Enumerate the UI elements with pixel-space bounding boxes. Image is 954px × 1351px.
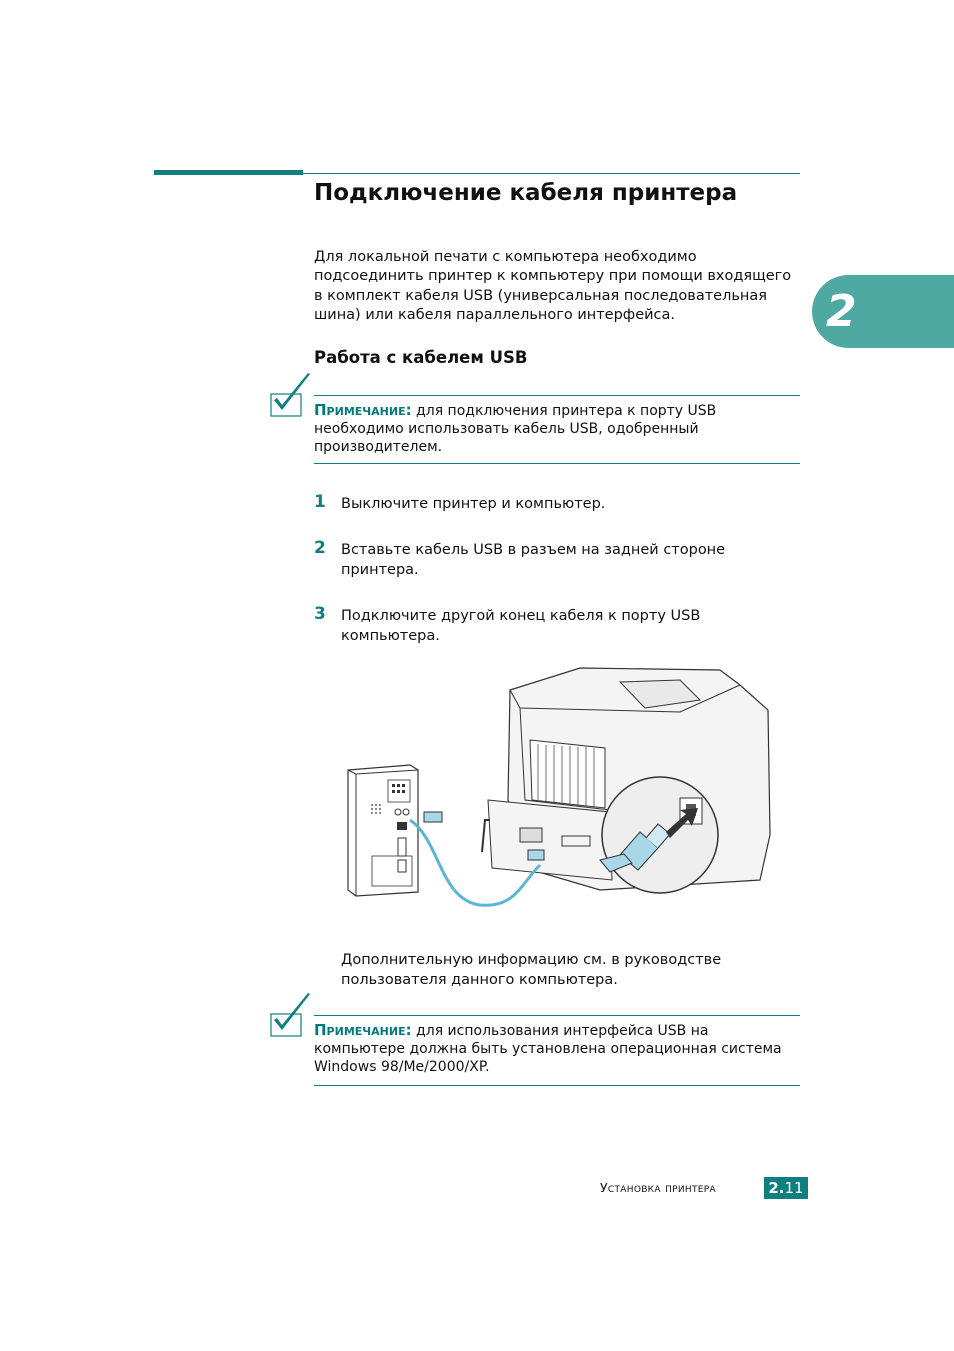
extra-info-paragraph: Дополнительную информацию см. в руководстве пользователя данного компьютера. [341,952,722,988]
note-2-body: для использования интерфейса USB на компьютере должна быть установлена операционная система Windows 98/Me/2000/XP. [314,1023,782,1076]
intro-paragraph: Для локальной печати с компьютера необходимо подсоединить принтер к компьютеру при помощи входящего в комплект кабеля USB (универсальная последовательная шина) или кабеля параллельного интерфейса. [314,249,792,324]
header-rule-thick [154,170,303,175]
page-title: Подключение кабеля принтера [314,180,738,206]
note-box-1 [314,395,800,464]
step-2-text: Вставьте кабель USB в разъем на задней стороне принтера. [341,542,726,578]
step-2-number: 2 [314,538,326,558]
step-1-text: Выключите принтер и компьютер. [341,496,606,512]
step-3 [314,606,794,646]
computer-tower-icon [348,765,418,896]
note-1-text [314,401,800,457]
checkmark-note-icon [268,992,314,1038]
step-3-text: Подключите другой конец кабеля к порту USB компьютера. [341,608,701,644]
note-2-text [314,1021,800,1077]
usb-port-magnifier [600,777,718,893]
step-1-number: 1 [314,492,326,512]
footer-section-title: Установка принтера [600,1180,716,1195]
step-1 [314,494,794,514]
page-number-badge [764,1177,808,1199]
note-1-body: для подключения принтера к порту USB необходимо использовать кабель USB, одобренный производителем. [314,403,717,456]
subsection-title: Работа с кабелем USB [314,348,528,367]
note-1-label: Примечание: [314,401,412,419]
note-2-label: Примечание: [314,1021,412,1039]
page-chapter: 2. [768,1179,785,1197]
step-3-number: 3 [314,604,326,624]
usb-connection-illustration [340,660,780,920]
note-box-2 [314,1015,800,1086]
step-2 [314,540,794,580]
checkmark-note-icon [268,372,314,418]
chapter-tab: 2 [812,275,954,348]
page-number: 11 [784,1179,804,1197]
header-rule-thin [303,173,800,174]
